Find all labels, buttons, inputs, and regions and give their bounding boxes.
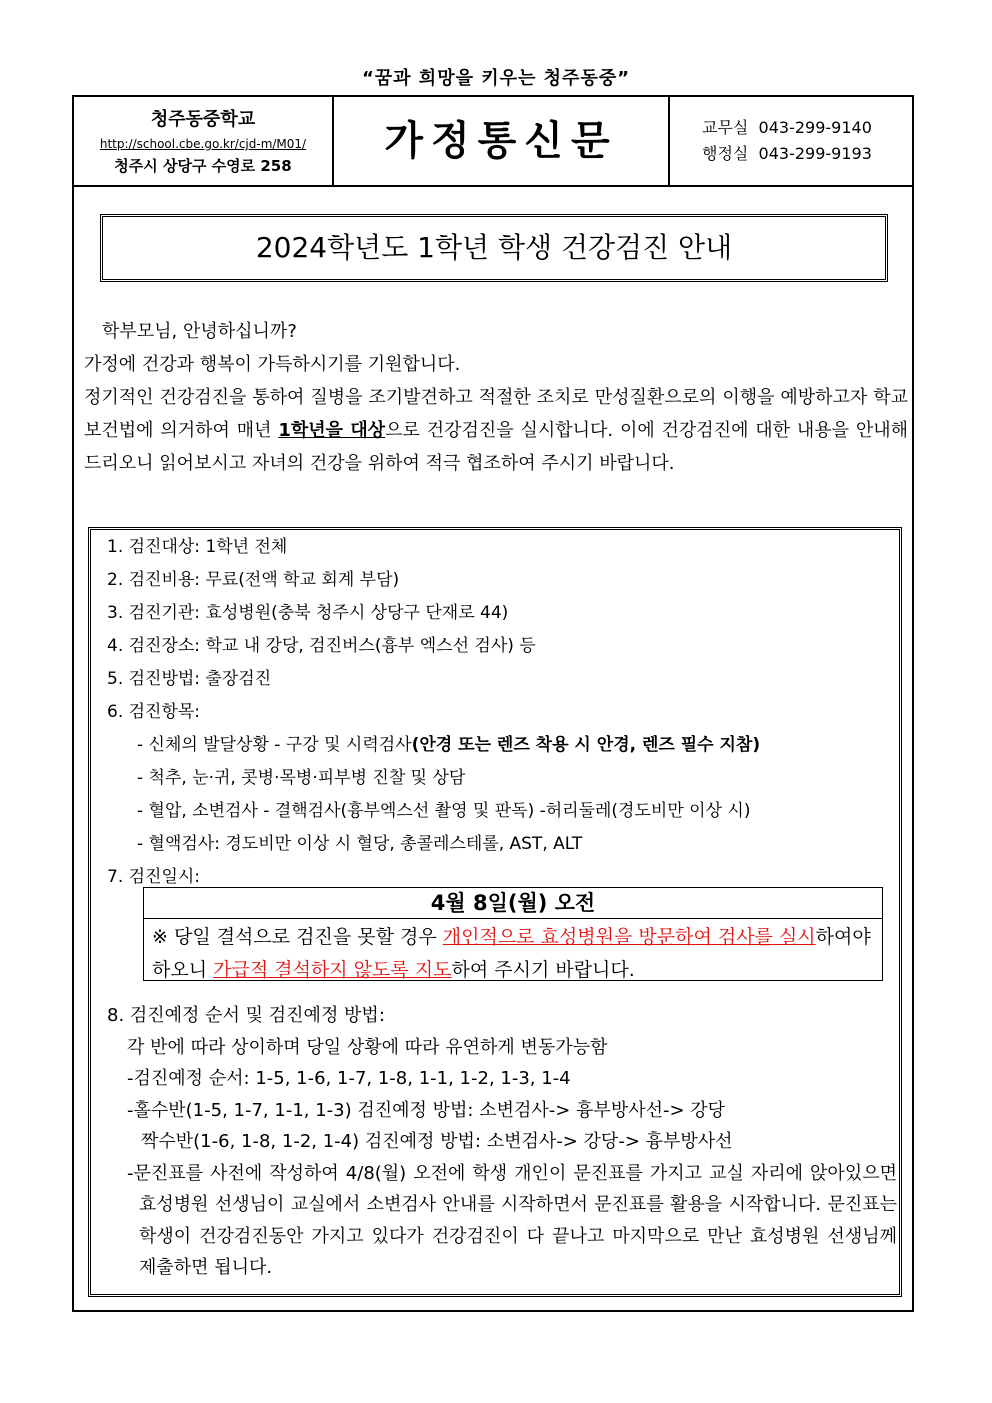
- school-url-link[interactable]: http://school.cbe.go.kr/cjd-m/M01/: [99, 137, 307, 151]
- newsletter-title-cell: [334, 97, 670, 185]
- intro-body-before: 정기적인 건강검진을 통하여 질병을 조기발견하고 적절한 조치로 만성질환으로의 이행을 예방하고자 학교보건법에 의거하여 매년: [84, 387, 908, 441]
- contact-phone: 043-299-9140: [758, 118, 872, 137]
- steps-line: -홀수반(1-5, 1-7, 1-1, 1-3) 검진예정 방법: 소변검사-> 흉부방사선-> 강당: [127, 1099, 726, 1121]
- steps-title: 8. 검진예정 순서 및 검진예정 방법:: [107, 1005, 385, 1026]
- school-info: [74, 97, 334, 185]
- contact-phone: 043-299-9193: [758, 144, 872, 163]
- item-method: 5. 검진방법: 출장검진: [107, 669, 272, 689]
- item-target: 1. 검진대상: 1학년 전체: [107, 537, 288, 557]
- newsletter-frame: [72, 95, 914, 1312]
- checklist-item: - 척추, 눈·귀, 콧병·목병·피부병 진찰 및 상담: [137, 768, 466, 788]
- item-institution: 3. 검진기관: 효성병원(충북 청주시 상당구 단재로 44): [107, 603, 509, 623]
- checklist-item: [137, 730, 760, 755]
- exam-date: 4월 8일(월) 오전: [144, 888, 882, 919]
- greeting: 학부모님, 안녕하십니까?: [102, 321, 297, 342]
- school-name: 청주동중학교: [150, 109, 256, 130]
- item-cost: 2. 검진비용: 무료(전액 학교 회계 부담): [107, 570, 400, 590]
- intro-text: [84, 315, 908, 480]
- checklist-item-note: (안경 또는 렌즈 착용 시 안경, 렌즈 필수 지참): [411, 735, 761, 755]
- item-checklist-title: 6. 검진항목:: [107, 702, 201, 722]
- notice-title: 2024학년도 1학년 학생 건강검진 안내: [100, 214, 888, 282]
- contact-info: [670, 115, 912, 167]
- note-mid: 하여야 하오니: [152, 926, 871, 981]
- item-schedule-title: 7. 검진일시:: [107, 867, 201, 887]
- steps-line: -검진예정 순서: 1-5, 1-6, 1-7, 1-8, 1-1, 1-2, 1-3, 1-4: [127, 1068, 571, 1089]
- intro-body-after: 으로 건강검진을 실시합니다. 이에 건강검진에 대한 내용을 안내해 드리오니 읽어보시고 자녀의 건강을 위하여 적극 협조하여 주시기 바랍니다.: [84, 420, 909, 474]
- steps-line: 각 반에 따라 상이하며 당일 상황에 따라 유연하게 변동가능함: [127, 1036, 608, 1058]
- exam-steps: [107, 1000, 897, 1284]
- absence-note: [144, 919, 882, 987]
- item-place: 4. 검진장소: 학교 내 강당, 검진버스(흉부 엑스선 검사) 등: [107, 636, 536, 656]
- steps-line: 짝수반(1-6, 1-8, 1-2, 1-4) 검진예정 방법: 소변검사-> 강당-> 흉부방사선: [141, 1131, 733, 1152]
- contact-row: [702, 115, 912, 141]
- checklist-item: - 혈압, 소변검사 - 결핵검사(흉부엑스선 촬영 및 판독) -허리둘레(경도비만 이상 시): [137, 801, 751, 821]
- contact-label: 행정실: [702, 144, 749, 163]
- contact-row: [702, 141, 912, 167]
- steps-line: -문진표를 사전에 작성하여 4/8(월) 오전에 학생 개인이 문진표를 가지고 교실 자리에 앉아있으면 효성병원 선생님이 교실에서 소변검사 안내를 시작하면서 문진표를 활용을 시작합니다. 문진표는 학생이 건강검진동안 가지고 있다가 건강검진이 다 끝나고 마지막으로 만난 효성병원 선생님께 제출하면 됩니다.: [127, 1162, 897, 1278]
- wish: 가정에 건강과 행복이 가득하시기를 기원합니다.: [84, 354, 461, 375]
- school-motto: “꿈과 희망을 키우는 청주동중”: [361, 68, 631, 89]
- info-box: [88, 527, 902, 1297]
- intro-body: [84, 381, 908, 480]
- school-address: 청주시 상당구 수영로 258: [114, 157, 292, 175]
- checklist-item: - 혈액검사: 경도비만 이상 시 혈당, 총콜레스테롤, AST, ALT: [137, 834, 583, 854]
- newsletter-title: 가정통신문: [384, 118, 618, 164]
- checklist-item-text: - 신체의 발달상황 - 구강 및 시력검사: [137, 735, 412, 755]
- letter-header: [74, 97, 912, 187]
- intro-body-emphasis: 1학년을 대상: [278, 420, 386, 441]
- exam-date-box: [143, 887, 883, 981]
- note-highlight: 가급적 결석하지 않도록 지도: [213, 959, 452, 981]
- note-suffix: 하여 주시기 바랍니다.: [451, 959, 635, 981]
- contact-label: 교무실: [702, 118, 749, 137]
- note-prefix: ※ 당일 결석으로 검진을 못할 경우: [152, 926, 443, 948]
- note-highlight: 개인적으로 효성병원을 방문하여 검사를 실시: [442, 926, 816, 948]
